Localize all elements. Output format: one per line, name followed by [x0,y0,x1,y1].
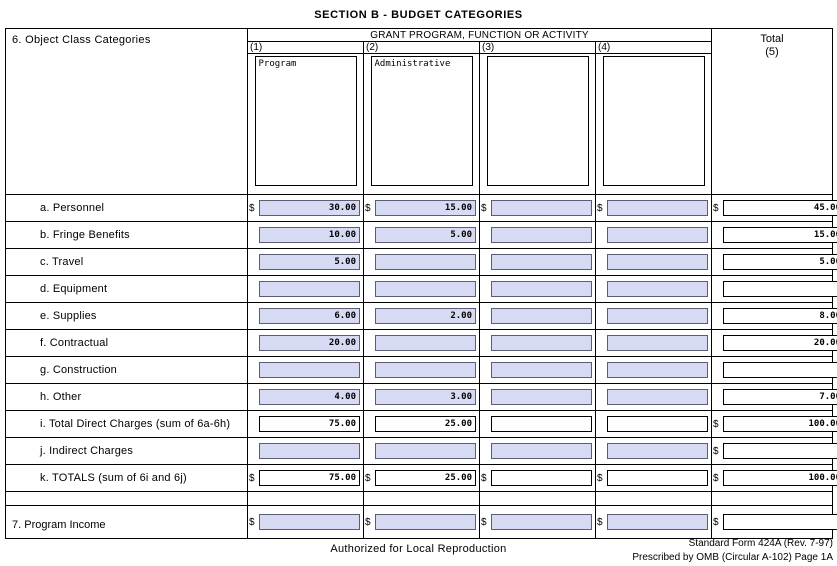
amount-input-col2[interactable] [375,281,476,297]
total-cell [712,357,837,383]
dollar-sign: $ [597,516,603,528]
amount-input-col1[interactable] [259,254,360,270]
amount-input-col2[interactable] [375,335,476,351]
amount-input-col1[interactable] [259,200,360,216]
dollar-sign: $ [365,516,371,528]
grant-col2-cell [364,303,480,329]
amount-input-col1[interactable] [259,281,360,297]
amount-input-col1[interactable] [259,389,360,405]
program-name-cell-3 [480,54,596,194]
table-row [6,194,832,221]
amount-input-col2[interactable] [375,416,476,432]
row-label: i. Total Direct Charges (sum of 6a-6h) [6,411,248,437]
dollar-sign: $ [713,418,719,430]
amount-input-col4[interactable] [607,443,708,459]
amount-input-col3[interactable] [491,362,592,378]
total-cell [712,222,837,248]
grant-col4-cell [596,303,712,329]
table-row [6,302,832,329]
amount-input-col3[interactable] [491,227,592,243]
row-label: h. Other [6,384,248,410]
amount-input-col3[interactable] [491,281,592,297]
total-input[interactable] [723,308,837,324]
grant-col1-cell [248,303,364,329]
spacer-cell [248,492,364,505]
object-class-categories-header: 6. Object Class Categories [6,29,248,194]
amount-input-col3[interactable] [491,443,592,459]
total-cell [712,330,837,356]
amount-input-col3[interactable] [491,308,592,324]
dollar-sign: $ [249,472,255,484]
program-name-cell-4 [596,54,712,194]
row-label: j. Indirect Charges [6,438,248,464]
amount-input-col3[interactable] [491,470,592,486]
total-input[interactable] [723,281,837,297]
section-title: SECTION B - BUDGET CATEGORIES [314,9,523,21]
grant-col1-cell [248,330,364,356]
table-row [6,410,832,437]
amount-input-col2[interactable] [375,443,476,459]
grant-col1-cell [248,384,364,410]
grant-col4-cell [596,506,712,538]
dollar-sign: $ [713,472,719,484]
dollar-sign: $ [249,202,255,214]
grant-col4-cell [596,411,712,437]
form-prescription: Prescribed by OMB (Circular A-102) Page 1A [632,552,833,563]
total-cell [712,411,837,437]
amount-input-col3[interactable] [491,335,592,351]
amount-input-col4[interactable] [607,389,708,405]
amount-input-col1[interactable] [259,227,360,243]
dollar-sign: $ [597,202,603,214]
dollar-sign: $ [481,202,487,214]
dollar-sign: $ [713,445,719,457]
program-income-row [6,505,832,538]
dollar-sign: $ [249,516,255,528]
program-income-total-input[interactable] [723,514,837,530]
grant-col3-cell [480,222,596,248]
dollar-sign: $ [597,472,603,484]
amount-input-col2[interactable] [375,227,476,243]
grant-col2-cell [364,357,480,383]
grant-col1-cell [248,465,364,491]
amount-input-col3[interactable] [491,389,592,405]
spacer-cell [712,492,832,505]
grant-col4-cell [596,357,712,383]
total-cell [712,276,837,302]
table-row [6,275,832,302]
grant-col3-cell [480,303,596,329]
grant-col4-cell [596,222,712,248]
grant-col4-cell [596,384,712,410]
program-name-input-2[interactable]: Administrative [371,56,473,186]
total-input[interactable] [723,362,837,378]
spacer-cell [364,492,480,505]
amount-input-col4[interactable] [607,227,708,243]
program-income-label: 7. Program Income [6,506,248,538]
total-cell [712,195,837,221]
amount-input-col4[interactable] [607,200,708,216]
amount-input-col4[interactable] [607,335,708,351]
table-row [6,221,832,248]
grant-col3-cell [480,276,596,302]
grant-col4-cell [596,465,712,491]
amount-input-col4[interactable] [607,416,708,432]
amount-input-col2[interactable] [375,200,476,216]
total-input[interactable] [723,443,837,459]
spacer-row [6,491,832,505]
program-name-input-4[interactable] [603,56,705,186]
program-income-input-col3[interactable] [491,514,592,530]
amount-input-col1[interactable] [259,470,360,486]
amount-input-col3[interactable] [491,200,592,216]
grant-col1-cell [248,276,364,302]
budget-table [5,28,833,539]
dollar-sign: $ [713,516,719,528]
table-row [6,248,832,275]
col-number-3: (3) [480,42,596,54]
amount-input-col4[interactable] [607,281,708,297]
grant-col3-cell [480,465,596,491]
grant-col3-cell [480,330,596,356]
grant-col1-cell [248,357,364,383]
table-header [6,29,832,194]
amount-input-col1[interactable] [259,362,360,378]
grant-col2-cell [364,384,480,410]
program-income-input-col4[interactable] [607,514,708,530]
amount-input-col4[interactable] [607,470,708,486]
total-cell [712,303,837,329]
row-label: a. Personnel [6,195,248,221]
dollar-sign: $ [481,472,487,484]
row-label: b. Fringe Benefits [6,222,248,248]
total-input[interactable] [723,200,837,216]
grant-program-header: GRANT PROGRAM, FUNCTION OR ACTIVITY [248,29,712,42]
amount-input-col4[interactable] [607,254,708,270]
col-number-1: (1) [248,42,364,54]
local-reproduction-note: Authorized for Local Reproduction [330,543,507,555]
amount-input-col2[interactable] [375,362,476,378]
program-income-input-col1[interactable] [259,514,360,530]
amount-input-col1[interactable] [259,335,360,351]
grant-col2-cell [364,195,480,221]
grant-col4-cell [596,195,712,221]
grant-col1-cell [248,506,364,538]
row-label: d. Equipment [6,276,248,302]
row-label: g. Construction [6,357,248,383]
form-number: Standard Form 424A (Rev. 7-97) [688,538,833,549]
grant-col2-cell [364,276,480,302]
grant-col2-cell [364,438,480,464]
dollar-sign: $ [481,516,487,528]
total-header-number: (5) [765,46,779,58]
amount-input-col2[interactable] [375,254,476,270]
total-input[interactable] [723,227,837,243]
amount-input-col1[interactable] [259,416,360,432]
spacer-cell [480,492,596,505]
grant-col3-cell [480,384,596,410]
grant-col4-cell [596,249,712,275]
amount-input-col2[interactable] [375,308,476,324]
grant-col2-cell [364,506,480,538]
dollar-sign: $ [365,202,371,214]
table-row [6,464,832,491]
grant-col2-cell [364,222,480,248]
total-input[interactable] [723,254,837,270]
total-input[interactable] [723,416,837,432]
program-name-cell-1 [248,54,364,194]
grant-col1-cell [248,249,364,275]
table-row [6,356,832,383]
grant-col3-cell [480,411,596,437]
grant-col1-cell [248,411,364,437]
total-cell [712,384,837,410]
total-column-header [712,29,832,194]
amount-input-col2[interactable] [375,470,476,486]
total-header-label: Total [760,33,784,45]
total-cell [712,249,837,275]
grant-col4-cell [596,276,712,302]
total-cell [712,465,837,491]
amount-input-col4[interactable] [607,308,708,324]
grant-col3-cell [480,357,596,383]
grant-col2-cell [364,330,480,356]
form-identifier [632,537,833,565]
program-name-input-3[interactable] [487,56,589,186]
grant-col1-cell [248,438,364,464]
amount-input-col1[interactable] [259,443,360,459]
total-cell [712,506,837,538]
grant-col4-cell [596,438,712,464]
col-number-4: (4) [596,42,712,54]
grant-col2-cell [364,249,480,275]
amount-input-col3[interactable] [491,416,592,432]
amount-input-col2[interactable] [375,389,476,405]
dollar-sign: $ [365,472,371,484]
grant-col2-cell [364,465,480,491]
spacer-cell [6,492,248,505]
grant-col3-cell [480,249,596,275]
col-number-2: (2) [364,42,480,54]
total-input[interactable] [723,389,837,405]
grant-col3-cell [480,506,596,538]
total-cell [712,438,837,464]
table-row [6,383,832,410]
grant-col4-cell [596,330,712,356]
grant-col2-cell [364,411,480,437]
grant-col3-cell [480,195,596,221]
program-name-cell-2 [364,54,480,194]
row-label: e. Supplies [6,303,248,329]
row-label: f. Contractual [6,330,248,356]
dollar-sign: $ [713,202,719,214]
table-row [6,437,832,464]
amount-input-col4[interactable] [607,362,708,378]
grant-col1-cell [248,222,364,248]
grant-col3-cell [480,438,596,464]
program-income-input-col2[interactable] [375,514,476,530]
total-input[interactable] [723,335,837,351]
table-row [6,329,832,356]
program-name-input-1[interactable]: Program [255,56,357,186]
total-input[interactable] [723,470,837,486]
amount-input-col3[interactable] [491,254,592,270]
amount-input-col1[interactable] [259,308,360,324]
spacer-cell [596,492,712,505]
row-label: k. TOTALS (sum of 6i and 6j) [6,465,248,491]
row-label: c. Travel [6,249,248,275]
grant-col1-cell [248,195,364,221]
